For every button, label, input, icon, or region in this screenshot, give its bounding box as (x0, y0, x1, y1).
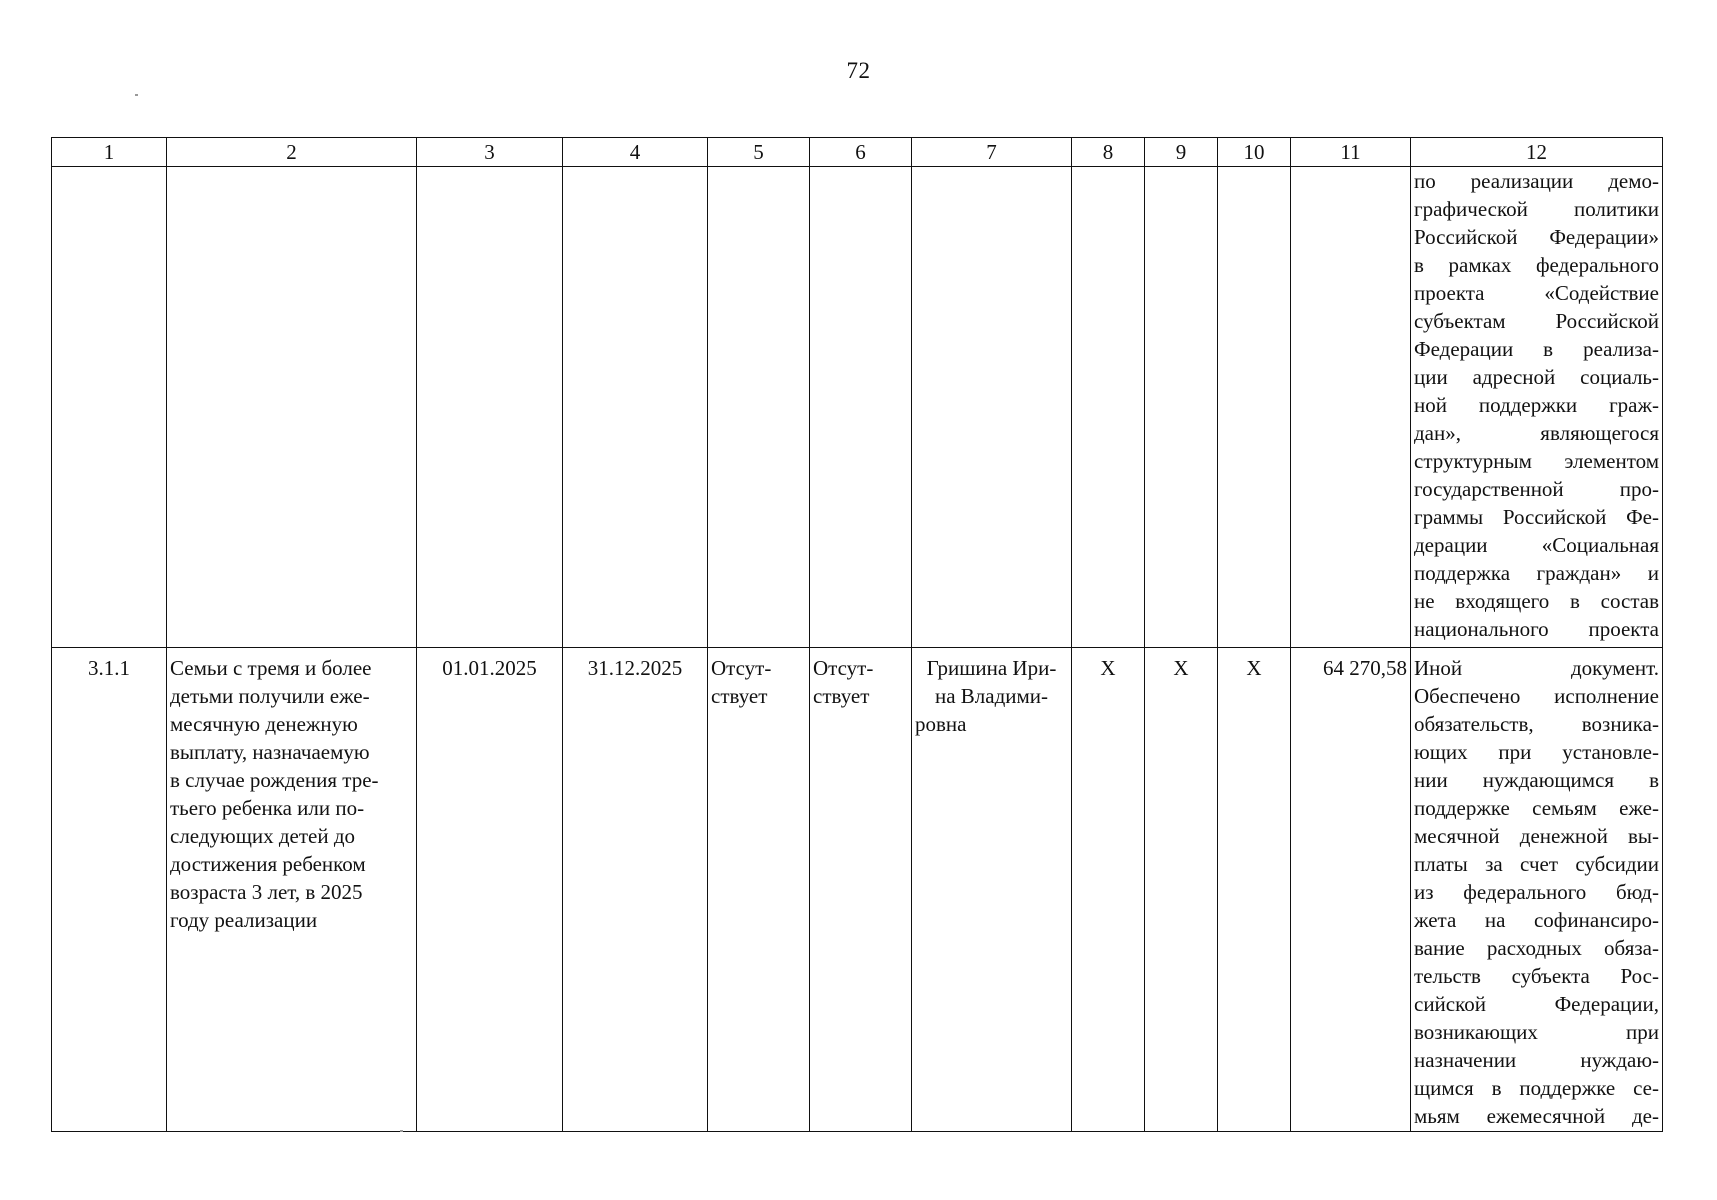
text-line: в случае рождения тре- (170, 768, 379, 792)
continuation-description (1411, 167, 1663, 648)
text-line: ствует (813, 684, 870, 708)
header-cell: 10 (1218, 138, 1291, 167)
continuation-row (52, 167, 1663, 648)
scan-speck (400, 1130, 403, 1132)
text-line: из федерального бюд- (1414, 880, 1659, 904)
text-line: в рамках федерального (1414, 253, 1659, 277)
text-line: ции адресной социаль- (1414, 365, 1659, 389)
text-line: сийской Федерации, (1414, 992, 1659, 1016)
document-description (1411, 648, 1663, 1132)
text-line: Российской Федерации» (1414, 225, 1659, 249)
text-line: выплату, назначаемую (170, 740, 370, 764)
text-line: Иной документ. (1414, 656, 1659, 680)
empty-cell (1291, 167, 1411, 648)
text-line: Обеспечено исполнение (1414, 684, 1659, 708)
text-line: поддержка граждан» и (1414, 561, 1659, 585)
text-line: Отсут- (711, 656, 772, 680)
empty-cell (167, 167, 417, 648)
text-line: обязательств, возника- (1414, 712, 1659, 736)
scan-speck (135, 94, 138, 96)
text-line: тьего ребенка или по- (170, 796, 365, 820)
empty-cell (912, 167, 1072, 648)
text-line: ровна (915, 712, 967, 736)
text-line: достижения ребенком (170, 852, 366, 876)
responsible-person (912, 648, 1072, 1132)
text-line: государственной про- (1414, 477, 1659, 501)
text-line: граммы Российской Фе- (1414, 505, 1659, 529)
end-date: 31.12.2025 (563, 648, 708, 1132)
text-line: возраста 3 лет, в 2025 (170, 880, 363, 904)
text-line: по реализации демо- (1414, 169, 1659, 193)
row-number: 3.1.1 (52, 648, 167, 1132)
text-line: не входящего в состав (1414, 589, 1659, 613)
col8-mark: Х (1072, 648, 1145, 1132)
amount: 64 270,58 (1291, 648, 1411, 1132)
result-description (167, 648, 417, 1132)
col9-mark: Х (1145, 648, 1218, 1132)
text-line: вание расходных обяза- (1414, 936, 1659, 960)
text-line: назначении нуждаю- (1414, 1048, 1659, 1072)
text-line: тельств субъекта Рос- (1414, 964, 1659, 988)
text-line: платы за счет субсидии (1414, 852, 1659, 876)
header-cell: 5 (708, 138, 810, 167)
text-line: месячной денежной вы- (1414, 824, 1659, 848)
text-line: графической политики (1414, 197, 1659, 221)
text-line: дерации «Социальная (1414, 533, 1659, 557)
empty-cell (1145, 167, 1218, 648)
empty-cell (417, 167, 563, 648)
start-date: 01.01.2025 (417, 648, 563, 1132)
empty-cell (1218, 167, 1291, 648)
text-line: ствует (711, 684, 768, 708)
text-line: следующих детей до (170, 824, 356, 848)
empty-cell (1072, 167, 1145, 648)
header-cell: 7 (912, 138, 1072, 167)
header-cell: 8 (1072, 138, 1145, 167)
header-cell: 3 (417, 138, 563, 167)
empty-cell (708, 167, 810, 648)
header-cell: 6 (810, 138, 912, 167)
col6-value (810, 648, 912, 1132)
text-line: ющих при установле- (1414, 740, 1659, 764)
text-line: месячную денежную (170, 712, 358, 736)
text-line: щимся в поддержке се- (1414, 1076, 1659, 1100)
empty-cell (52, 167, 167, 648)
data-table (51, 137, 1663, 1132)
text-line: детьми получили еже- (170, 684, 370, 708)
text-line: структурным элементом (1414, 449, 1659, 473)
text-line: дан», являющегося (1414, 421, 1659, 445)
page-number: 72 (846, 58, 871, 83)
text-line: мьям ежемесячной де- (1414, 1104, 1659, 1128)
text-line: Гришина Ири- (926, 656, 1057, 680)
text-line: жета на софинансиро- (1414, 908, 1659, 932)
header-cell: 1 (52, 138, 167, 167)
col5-value (708, 648, 810, 1132)
header-cell: 11 (1291, 138, 1411, 167)
text-line: субъектам Российской (1414, 309, 1659, 333)
header-cell: 2 (167, 138, 417, 167)
text-line: проекта «Содействие (1414, 281, 1659, 305)
text-line: ной поддержки граж- (1414, 393, 1659, 417)
col10-mark: Х (1218, 648, 1291, 1132)
text-line: возникающих при (1414, 1020, 1659, 1044)
empty-cell (563, 167, 708, 648)
header-cell: 12 (1411, 138, 1663, 167)
text-line: национального проекта (1414, 617, 1659, 641)
empty-cell (810, 167, 912, 648)
header-row (52, 138, 1663, 167)
text-line: Отсут- (813, 656, 874, 680)
row-3-1-1 (52, 648, 1663, 1132)
text-line: году реализации (170, 908, 318, 932)
text-line: на Владими- (934, 684, 1049, 708)
text-line: нии нуждающимся в (1414, 768, 1659, 792)
header-cell: 9 (1145, 138, 1218, 167)
text-line: Федерации в реализа- (1414, 337, 1659, 361)
text-line: поддержке семьям еже- (1414, 796, 1659, 820)
header-cell: 4 (563, 138, 708, 167)
text-line: Семьи с тремя и более (170, 656, 372, 680)
